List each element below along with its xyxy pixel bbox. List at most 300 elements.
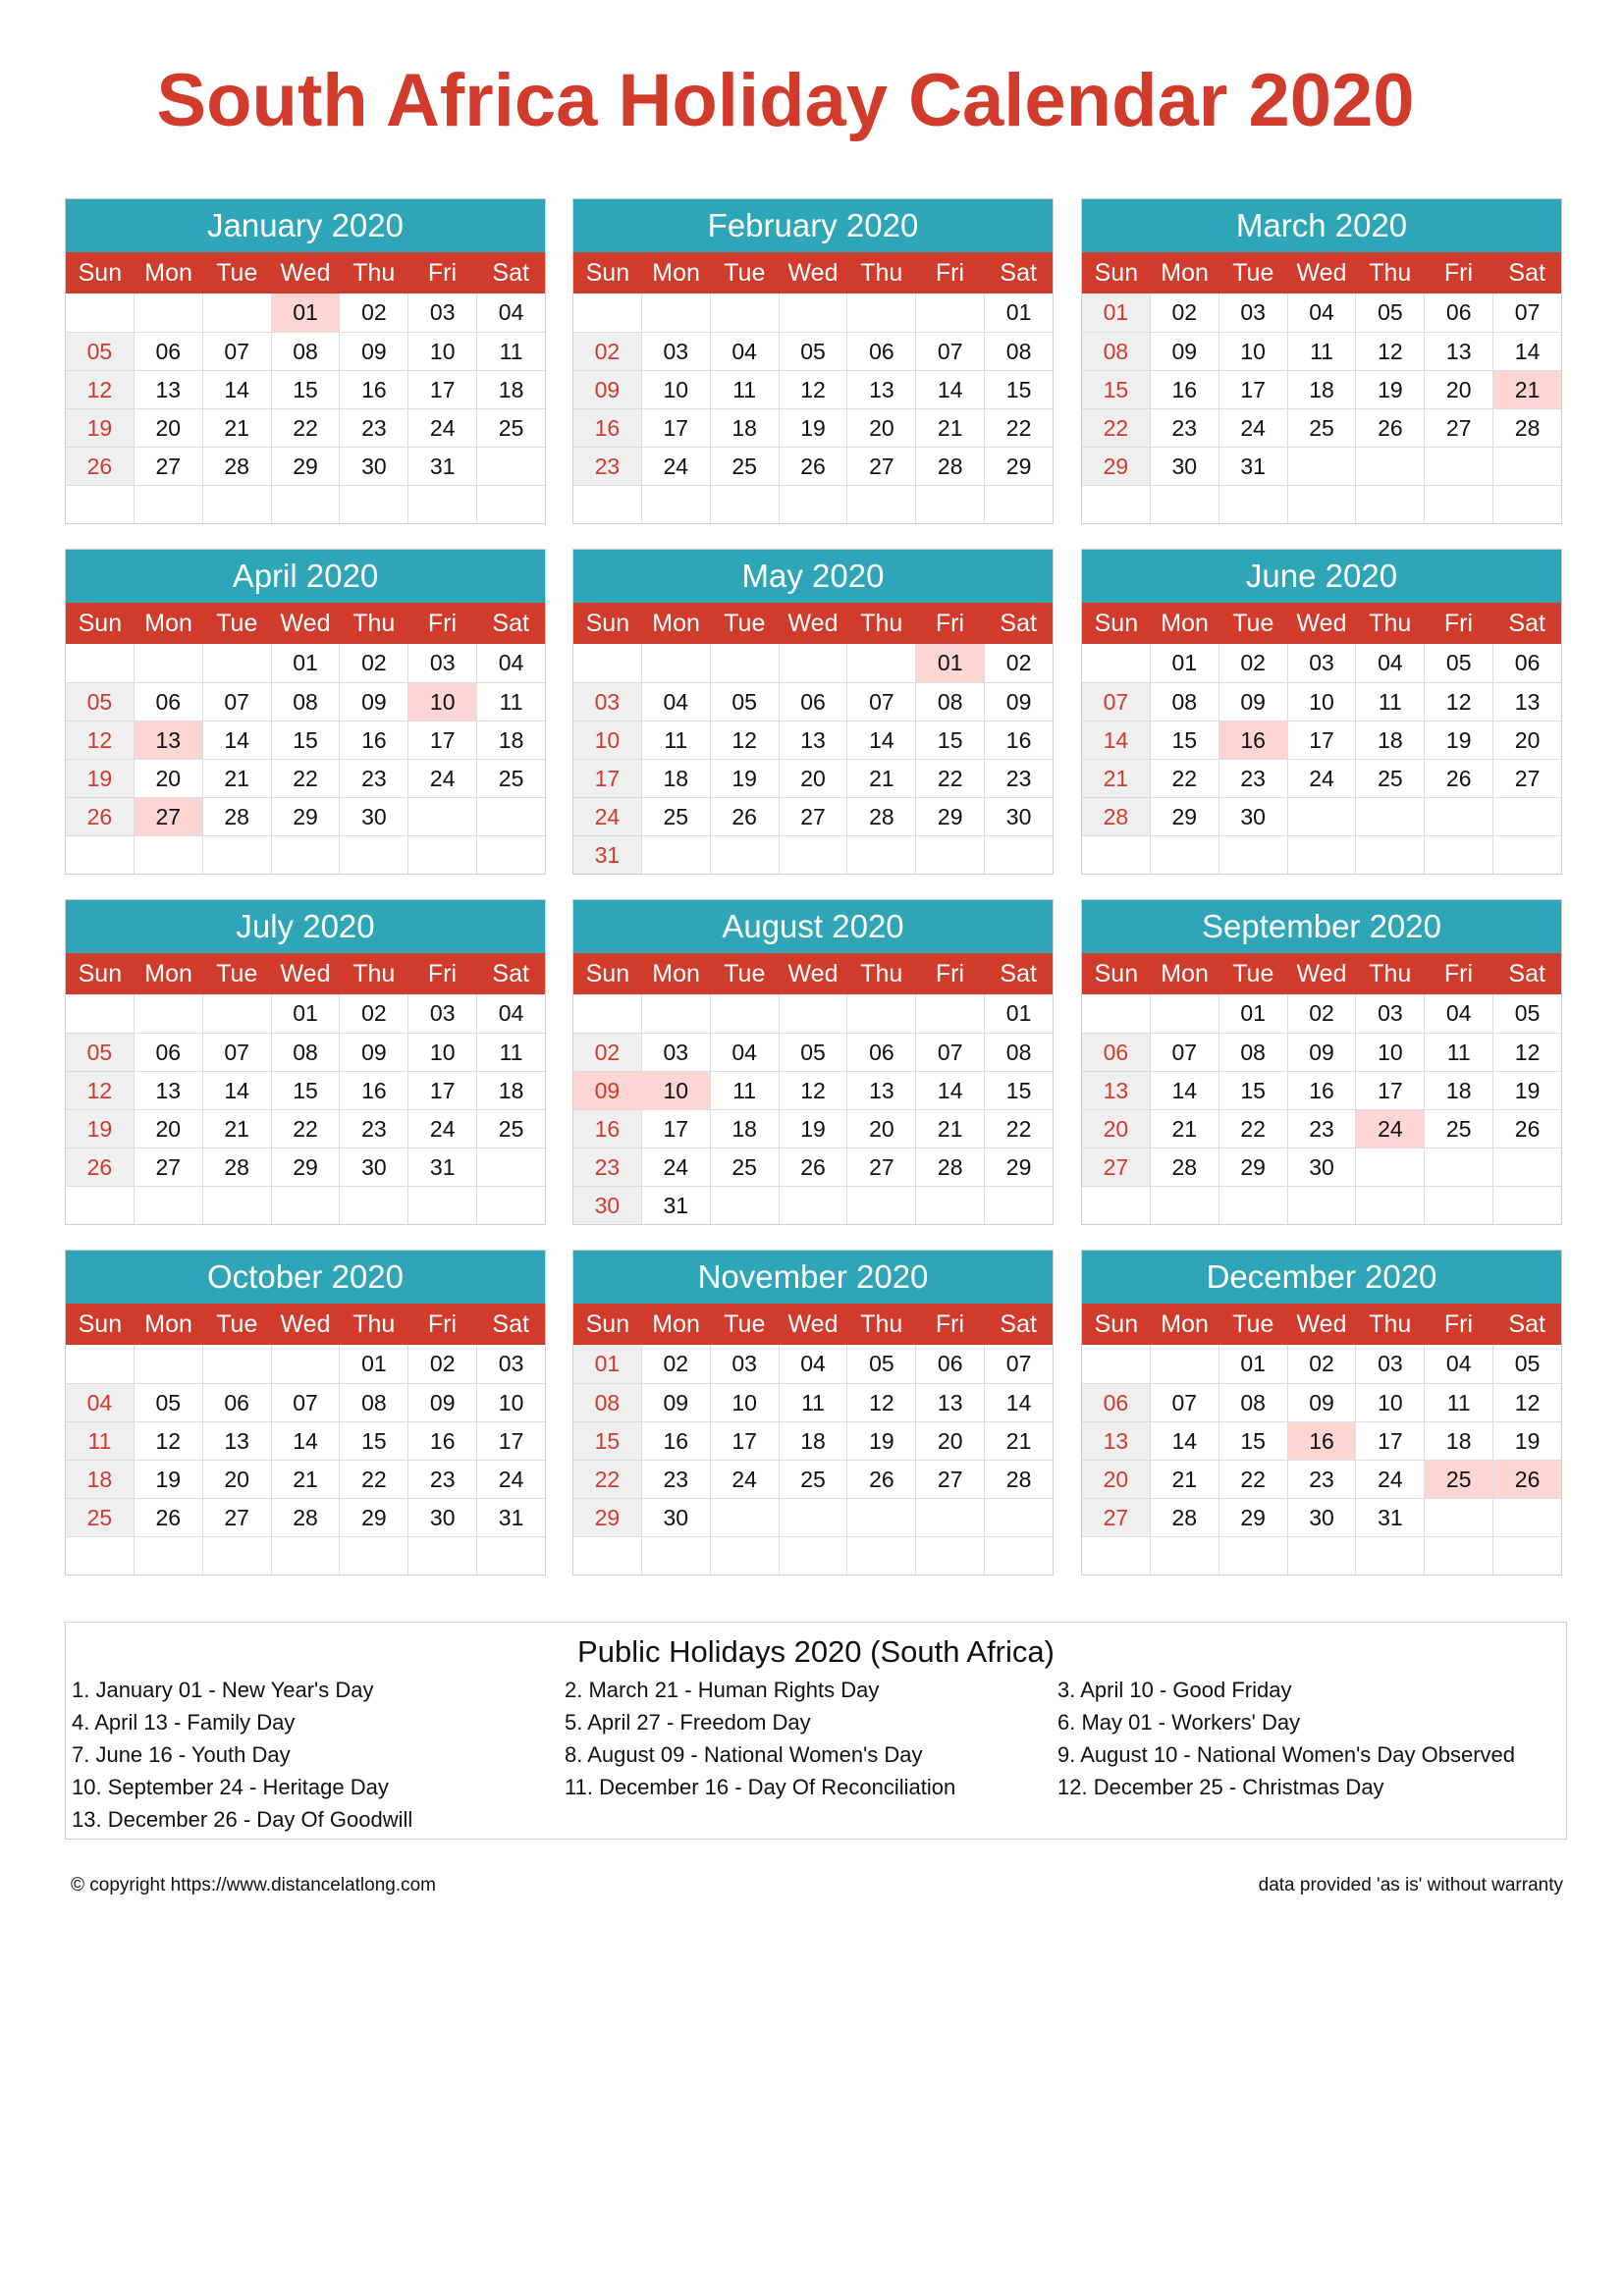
holiday-list-item: 8. August 09 - National Women's Day bbox=[565, 1742, 923, 1767]
empty-day-cell bbox=[1287, 1537, 1356, 1575]
weekday-wed: Wed bbox=[787, 259, 839, 287]
empty-day-cell bbox=[271, 486, 340, 523]
empty-day-cell bbox=[134, 1345, 202, 1383]
day-cell: 01 bbox=[339, 1345, 407, 1383]
day-cell: 28 bbox=[202, 798, 271, 835]
day-cell: 17 bbox=[407, 371, 476, 408]
week-row bbox=[573, 370, 1053, 408]
weekday-sat: Sat bbox=[492, 1310, 529, 1338]
day-cell: 14 bbox=[202, 1072, 271, 1109]
day-cell: 28 bbox=[915, 1148, 984, 1186]
day-cell: 07 bbox=[1150, 1384, 1218, 1421]
weekday-header bbox=[573, 603, 1053, 644]
day-cell: 03 bbox=[1355, 994, 1424, 1033]
day-cell: 11 bbox=[476, 333, 545, 370]
day-cell: 18 bbox=[476, 1072, 545, 1109]
weekday-wed: Wed bbox=[787, 960, 839, 988]
day-cell: 07 bbox=[984, 1345, 1053, 1383]
month-july-2020 bbox=[65, 899, 546, 1225]
day-cell: 19 bbox=[1492, 1422, 1561, 1460]
day-cell: 13 bbox=[1082, 1072, 1150, 1109]
week-row bbox=[1082, 1460, 1561, 1498]
week-row bbox=[66, 1186, 545, 1224]
day-cell: 07 bbox=[915, 1034, 984, 1071]
day-cell: 28 bbox=[202, 1148, 271, 1186]
day-cell: 12 bbox=[134, 1422, 202, 1460]
week-row bbox=[1082, 644, 1561, 682]
weekday-sun: Sun bbox=[585, 259, 630, 287]
day-cell: 15 bbox=[271, 371, 340, 408]
day-cell: 01 bbox=[271, 994, 340, 1033]
empty-day-cell bbox=[1492, 836, 1561, 874]
week-row bbox=[66, 682, 545, 721]
day-cell: 21 bbox=[202, 409, 271, 447]
empty-day-cell bbox=[202, 1187, 271, 1224]
day-cell: 06 bbox=[915, 1345, 984, 1383]
day-cell: 02 bbox=[1287, 994, 1356, 1033]
day-cell: 02 bbox=[984, 644, 1053, 682]
empty-day-cell bbox=[66, 1187, 134, 1224]
day-cell: 27 bbox=[1082, 1148, 1150, 1186]
day-cell: 05 bbox=[1355, 294, 1424, 332]
day-cell: 09 bbox=[1287, 1384, 1356, 1421]
weekday-header bbox=[1082, 603, 1561, 644]
weekday-header bbox=[1082, 953, 1561, 994]
day-cell: 26 bbox=[710, 798, 779, 835]
day-cell: 21 bbox=[1082, 760, 1150, 797]
holiday-list-item: 2. March 21 - Human Rights Day bbox=[565, 1678, 880, 1702]
holiday-day-cell: 26 bbox=[1492, 1461, 1561, 1498]
week-row bbox=[573, 485, 1053, 523]
empty-day-cell bbox=[134, 294, 202, 332]
day-cell: 09 bbox=[339, 1034, 407, 1071]
weekday-tue: Tue bbox=[724, 259, 766, 287]
day-cell: 10 bbox=[476, 1384, 545, 1421]
day-cell: 30 bbox=[1218, 798, 1287, 835]
holiday-list-item: 9. August 10 - National Women's Day Observed bbox=[1057, 1742, 1516, 1767]
week-row bbox=[1082, 1186, 1561, 1224]
day-cell: 26 bbox=[1355, 409, 1424, 447]
week-row bbox=[573, 1071, 1053, 1109]
weekday-thu: Thu bbox=[860, 1310, 903, 1338]
day-cell: 24 bbox=[1355, 1461, 1424, 1498]
week-row bbox=[66, 370, 545, 408]
weekday-header bbox=[1082, 1304, 1561, 1345]
day-cell: 18 bbox=[779, 1422, 847, 1460]
weekday-sun: Sun bbox=[1094, 259, 1139, 287]
day-cell: 02 bbox=[1287, 1345, 1356, 1383]
weekday-thu: Thu bbox=[352, 259, 396, 287]
empty-day-cell bbox=[710, 1187, 779, 1224]
day-cell: 18 bbox=[1424, 1422, 1492, 1460]
week-row bbox=[1082, 1421, 1561, 1460]
day-cell: 06 bbox=[1082, 1384, 1150, 1421]
week-row bbox=[573, 682, 1053, 721]
day-cell: 23 bbox=[984, 760, 1053, 797]
holiday-day-cell: 16 bbox=[1287, 1422, 1356, 1460]
week-row bbox=[66, 994, 545, 1033]
week-row bbox=[573, 1421, 1053, 1460]
day-cell: 11 bbox=[1355, 683, 1424, 721]
day-cell: 26 bbox=[1492, 1110, 1561, 1148]
empty-day-cell bbox=[1355, 1187, 1424, 1224]
empty-day-cell bbox=[641, 836, 710, 874]
day-cell: 11 bbox=[641, 721, 710, 759]
weekday-fri: Fri bbox=[427, 1310, 458, 1338]
empty-day-cell bbox=[846, 836, 915, 874]
day-cell: 19 bbox=[134, 1461, 202, 1498]
month-title: February 2020 bbox=[573, 199, 1053, 252]
week-row bbox=[66, 1033, 545, 1071]
day-cell: 12 bbox=[66, 1072, 134, 1109]
week-row bbox=[66, 294, 545, 332]
day-cell: 19 bbox=[1492, 1072, 1561, 1109]
holiday-day-cell: 10 bbox=[641, 1072, 710, 1109]
month-title: November 2020 bbox=[573, 1251, 1053, 1304]
weekday-sun: Sun bbox=[78, 960, 123, 988]
holiday-day-cell: 24 bbox=[1355, 1110, 1424, 1148]
day-cell: 29 bbox=[1218, 1499, 1287, 1536]
day-cell: 03 bbox=[641, 333, 710, 370]
day-cell: 29 bbox=[1082, 448, 1150, 485]
empty-day-cell bbox=[134, 1187, 202, 1224]
weekday-wed: Wed bbox=[280, 960, 331, 988]
holiday-day-cell: 27 bbox=[134, 798, 202, 835]
week-row bbox=[1082, 447, 1561, 485]
day-cell: 10 bbox=[710, 1384, 779, 1421]
day-cell: 30 bbox=[1287, 1499, 1356, 1536]
day-cell: 23 bbox=[573, 448, 641, 485]
weekday-tue: Tue bbox=[1232, 960, 1274, 988]
empty-day-cell bbox=[1082, 994, 1150, 1033]
day-cell: 14 bbox=[202, 371, 271, 408]
week-row bbox=[1082, 835, 1561, 874]
week-row bbox=[573, 447, 1053, 485]
weekday-tue: Tue bbox=[216, 610, 258, 637]
day-cell: 25 bbox=[1355, 760, 1424, 797]
weekday-mon: Mon bbox=[1161, 1310, 1209, 1338]
day-cell: 04 bbox=[1424, 1345, 1492, 1383]
day-cell: 22 bbox=[271, 760, 340, 797]
day-cell: 25 bbox=[476, 1110, 545, 1148]
day-cell: 05 bbox=[710, 683, 779, 721]
day-cell: 18 bbox=[476, 371, 545, 408]
week-row bbox=[1082, 1109, 1561, 1148]
empty-day-cell bbox=[779, 644, 847, 682]
weekday-thu: Thu bbox=[1369, 960, 1412, 988]
empty-day-cell bbox=[779, 486, 847, 523]
day-cell: 22 bbox=[1218, 1110, 1287, 1148]
empty-day-cell bbox=[134, 644, 202, 682]
weekday-fri: Fri bbox=[935, 610, 965, 637]
day-cell: 17 bbox=[1218, 371, 1287, 408]
weekday-thu: Thu bbox=[1369, 259, 1412, 287]
week-row bbox=[573, 1498, 1053, 1536]
weekday-thu: Thu bbox=[1369, 610, 1412, 637]
empty-day-cell bbox=[202, 836, 271, 874]
day-cell: 07 bbox=[1082, 683, 1150, 721]
week-row bbox=[66, 332, 545, 370]
weekday-sat: Sat bbox=[1508, 960, 1545, 988]
week-row bbox=[1082, 294, 1561, 332]
weekday-wed: Wed bbox=[1296, 960, 1347, 988]
day-cell: 30 bbox=[641, 1499, 710, 1536]
day-cell: 17 bbox=[641, 409, 710, 447]
empty-day-cell bbox=[915, 294, 984, 332]
day-cell: 11 bbox=[779, 1384, 847, 1421]
day-cell: 21 bbox=[846, 760, 915, 797]
week-row bbox=[1082, 1536, 1561, 1575]
day-cell: 19 bbox=[710, 760, 779, 797]
holiday-day-cell: 09 bbox=[573, 1072, 641, 1109]
day-cell: 27 bbox=[202, 1499, 271, 1536]
weekday-sun: Sun bbox=[1094, 1310, 1139, 1338]
week-row bbox=[66, 408, 545, 447]
week-row bbox=[66, 1148, 545, 1186]
week-row bbox=[1082, 485, 1561, 523]
empty-day-cell bbox=[1287, 486, 1356, 523]
empty-day-cell bbox=[476, 448, 545, 485]
empty-day-cell bbox=[1218, 1537, 1287, 1575]
empty-day-cell bbox=[1355, 448, 1424, 485]
day-cell: 24 bbox=[641, 448, 710, 485]
day-cell: 28 bbox=[1150, 1499, 1218, 1536]
day-cell: 09 bbox=[339, 683, 407, 721]
weekday-wed: Wed bbox=[787, 610, 839, 637]
day-cell: 10 bbox=[1355, 1034, 1424, 1071]
month-days bbox=[1082, 644, 1561, 874]
day-cell: 06 bbox=[134, 683, 202, 721]
day-cell: 08 bbox=[1218, 1384, 1287, 1421]
week-row bbox=[66, 1071, 545, 1109]
day-cell: 18 bbox=[66, 1461, 134, 1498]
week-row bbox=[66, 1345, 545, 1383]
day-cell: 23 bbox=[339, 409, 407, 447]
day-cell: 02 bbox=[641, 1345, 710, 1383]
empty-day-cell bbox=[984, 1187, 1053, 1224]
weekday-fri: Fri bbox=[935, 259, 965, 287]
day-cell: 29 bbox=[984, 448, 1053, 485]
day-cell: 16 bbox=[641, 1422, 710, 1460]
day-cell: 08 bbox=[1218, 1034, 1287, 1071]
month-may-2020 bbox=[572, 549, 1054, 875]
holiday-list-item: 4. April 13 - Family Day bbox=[72, 1710, 296, 1735]
day-cell: 09 bbox=[1150, 333, 1218, 370]
empty-day-cell bbox=[1082, 644, 1150, 682]
empty-day-cell bbox=[1424, 1499, 1492, 1536]
empty-day-cell bbox=[846, 1537, 915, 1575]
month-title: May 2020 bbox=[573, 550, 1053, 603]
week-row bbox=[66, 1536, 545, 1575]
week-row bbox=[573, 1345, 1053, 1383]
weekday-mon: Mon bbox=[144, 610, 192, 637]
day-cell: 07 bbox=[1492, 294, 1561, 332]
month-days bbox=[573, 294, 1053, 523]
day-cell: 20 bbox=[202, 1461, 271, 1498]
day-cell: 30 bbox=[984, 798, 1053, 835]
weekday-thu: Thu bbox=[352, 610, 396, 637]
day-cell: 27 bbox=[1082, 1499, 1150, 1536]
day-cell: 07 bbox=[271, 1384, 340, 1421]
week-row bbox=[66, 797, 545, 835]
day-cell: 01 bbox=[1082, 294, 1150, 332]
day-cell: 15 bbox=[1150, 721, 1218, 759]
day-cell: 27 bbox=[779, 798, 847, 835]
weekday-header bbox=[66, 252, 545, 294]
empty-day-cell bbox=[573, 294, 641, 332]
week-row bbox=[573, 294, 1053, 332]
weekday-fri: Fri bbox=[1443, 1310, 1474, 1338]
day-cell: 02 bbox=[1150, 294, 1218, 332]
week-row bbox=[66, 759, 545, 797]
empty-day-cell bbox=[915, 1499, 984, 1536]
day-cell: 26 bbox=[134, 1499, 202, 1536]
day-cell: 17 bbox=[641, 1110, 710, 1148]
day-cell: 23 bbox=[1150, 409, 1218, 447]
week-row bbox=[66, 1383, 545, 1421]
empty-day-cell bbox=[339, 836, 407, 874]
weekday-sat: Sat bbox=[1000, 259, 1037, 287]
day-cell: 14 bbox=[846, 721, 915, 759]
day-cell: 19 bbox=[846, 1422, 915, 1460]
week-row bbox=[573, 1148, 1053, 1186]
day-cell: 02 bbox=[407, 1345, 476, 1383]
day-cell: 27 bbox=[915, 1461, 984, 1498]
empty-day-cell bbox=[407, 798, 476, 835]
day-cell: 12 bbox=[779, 1072, 847, 1109]
empty-day-cell bbox=[271, 1345, 340, 1383]
week-row bbox=[573, 1033, 1053, 1071]
empty-day-cell bbox=[407, 1537, 476, 1575]
day-cell: 01 bbox=[573, 1345, 641, 1383]
weekday-tue: Tue bbox=[216, 259, 258, 287]
holiday-day-cell: 01 bbox=[271, 294, 340, 332]
empty-day-cell bbox=[271, 1187, 340, 1224]
weekday-mon: Mon bbox=[144, 960, 192, 988]
day-cell: 29 bbox=[339, 1499, 407, 1536]
day-cell: 18 bbox=[710, 409, 779, 447]
day-cell: 19 bbox=[779, 409, 847, 447]
day-cell: 28 bbox=[202, 448, 271, 485]
empty-day-cell bbox=[339, 1187, 407, 1224]
empty-day-cell bbox=[641, 994, 710, 1033]
week-row bbox=[1082, 332, 1561, 370]
weekday-sun: Sun bbox=[585, 1310, 630, 1338]
weekday-wed: Wed bbox=[1296, 259, 1347, 287]
weekday-sun: Sun bbox=[1094, 960, 1139, 988]
day-cell: 28 bbox=[271, 1499, 340, 1536]
empty-day-cell bbox=[1082, 836, 1150, 874]
day-cell: 03 bbox=[1218, 294, 1287, 332]
weekday-tue: Tue bbox=[216, 1310, 258, 1338]
empty-day-cell bbox=[1082, 1537, 1150, 1575]
day-cell: 04 bbox=[641, 683, 710, 721]
empty-day-cell bbox=[915, 994, 984, 1033]
day-cell: 12 bbox=[66, 371, 134, 408]
day-cell: 22 bbox=[271, 1110, 340, 1148]
week-row bbox=[1082, 1345, 1561, 1383]
empty-day-cell bbox=[1424, 486, 1492, 523]
public-holidays-title: Public Holidays 2020 (South Africa) bbox=[577, 1634, 1055, 1669]
day-cell: 08 bbox=[271, 683, 340, 721]
empty-day-cell bbox=[202, 486, 271, 523]
week-row bbox=[573, 1536, 1053, 1575]
day-cell: 21 bbox=[915, 1110, 984, 1148]
empty-day-cell bbox=[779, 1499, 847, 1536]
weekday-sat: Sat bbox=[1000, 610, 1037, 637]
day-cell: 01 bbox=[984, 994, 1053, 1033]
day-cell: 24 bbox=[1218, 409, 1287, 447]
empty-day-cell bbox=[202, 294, 271, 332]
week-row bbox=[1082, 682, 1561, 721]
day-cell: 25 bbox=[641, 798, 710, 835]
day-cell: 17 bbox=[1355, 1072, 1424, 1109]
weekday-mon: Mon bbox=[1161, 960, 1209, 988]
weekday-fri: Fri bbox=[1443, 259, 1474, 287]
day-cell: 05 bbox=[779, 1034, 847, 1071]
empty-day-cell bbox=[1492, 1537, 1561, 1575]
holiday-day-cell: 16 bbox=[1218, 721, 1287, 759]
day-cell: 16 bbox=[1150, 371, 1218, 408]
day-cell: 13 bbox=[134, 1072, 202, 1109]
day-cell: 20 bbox=[134, 760, 202, 797]
week-row bbox=[573, 1109, 1053, 1148]
day-cell: 04 bbox=[1355, 644, 1424, 682]
day-cell: 22 bbox=[339, 1461, 407, 1498]
day-cell: 19 bbox=[1355, 371, 1424, 408]
empty-day-cell bbox=[1150, 486, 1218, 523]
day-cell: 07 bbox=[915, 333, 984, 370]
day-cell: 20 bbox=[915, 1422, 984, 1460]
week-row bbox=[1082, 1033, 1561, 1071]
day-cell: 14 bbox=[915, 1072, 984, 1109]
empty-day-cell bbox=[1492, 1499, 1561, 1536]
empty-day-cell bbox=[1492, 1187, 1561, 1224]
weekday-thu: Thu bbox=[860, 259, 903, 287]
empty-day-cell bbox=[915, 1537, 984, 1575]
day-cell: 20 bbox=[779, 760, 847, 797]
day-cell: 13 bbox=[134, 371, 202, 408]
day-cell: 18 bbox=[1424, 1072, 1492, 1109]
day-cell: 25 bbox=[476, 760, 545, 797]
empty-day-cell bbox=[1424, 1148, 1492, 1186]
week-row bbox=[1082, 1383, 1561, 1421]
month-days bbox=[573, 994, 1053, 1224]
week-row bbox=[66, 1421, 545, 1460]
month-title: October 2020 bbox=[66, 1251, 545, 1304]
weekday-wed: Wed bbox=[280, 610, 331, 637]
weekday-sun: Sun bbox=[78, 610, 123, 637]
weekday-thu: Thu bbox=[352, 1310, 396, 1338]
weekday-mon: Mon bbox=[1161, 259, 1209, 287]
weekday-header bbox=[573, 953, 1053, 994]
weekday-tue: Tue bbox=[724, 610, 766, 637]
empty-day-cell bbox=[407, 486, 476, 523]
weekday-header bbox=[66, 953, 545, 994]
empty-day-cell bbox=[573, 1537, 641, 1575]
day-cell: 20 bbox=[846, 1110, 915, 1148]
day-cell: 29 bbox=[1218, 1148, 1287, 1186]
weekday-fri: Fri bbox=[427, 259, 458, 287]
week-row bbox=[66, 485, 545, 523]
empty-day-cell bbox=[66, 836, 134, 874]
empty-day-cell bbox=[339, 486, 407, 523]
weekday-header bbox=[1082, 252, 1561, 294]
holiday-list-item: 11. December 16 - Day Of Reconciliation bbox=[565, 1775, 956, 1799]
empty-day-cell bbox=[407, 1187, 476, 1224]
empty-day-cell bbox=[1424, 1537, 1492, 1575]
day-cell: 22 bbox=[1150, 760, 1218, 797]
